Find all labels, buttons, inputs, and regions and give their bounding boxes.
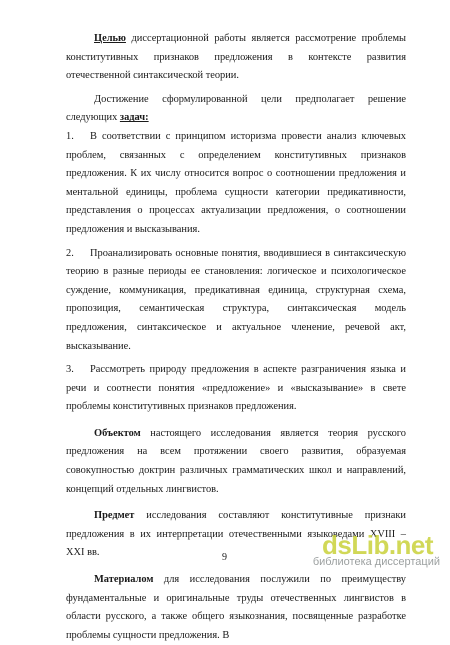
term-tasks: задач: [119, 112, 149, 124]
dslib-watermark [312, 530, 440, 572]
object-text: настоящего исследования является теория русского предложения на всем протяжении своего развития, образуемая совокупностью доктрин различных грамматических школ и направлений, концепций отдельных лингвистов. [66, 427, 406, 495]
term-goal: Целью [94, 33, 126, 44]
goal-text: диссертационной работы является рассмотрение проблемы конститутивных признаков предложения в контексте развития отечественной синтаксической теории. [66, 33, 406, 82]
watermark-subtitle: библиотека диссертаций [312, 556, 440, 568]
paragraph-object [66, 425, 406, 499]
term-object: Объектом [94, 427, 141, 439]
task-number-2: 2. [66, 247, 74, 259]
task-item-3 [66, 361, 406, 417]
paragraph-goal [66, 30, 406, 86]
task-item-1 [66, 128, 406, 240]
task-text-3: Рассмотреть природу предложения в аспекте разграничения языка и речи и соотнести понятия «предложение» и «высказывание» в свете проблемы конститутивных признаков предложения. [66, 364, 406, 413]
watermark-logo: dsLib.net [322, 530, 434, 560]
term-subject: Предмет [94, 510, 135, 522]
paragraph-tasks-intro [66, 91, 406, 128]
task-item-2 [66, 245, 406, 357]
tasks-intro-text: Достижение сформулированной цели предполагает решение следующих [66, 93, 406, 124]
task-number-1: 1. [66, 130, 74, 142]
subject-text: исследования составляют конститутивные признаки предложения в их интерпретации отечественными языковедами XVIII – XXI вв. [66, 510, 406, 559]
task-number-3: 3. [66, 364, 74, 376]
task-text-2: Проанализировать основные понятия, вводившиеся в синтаксическую теорию в разные периоды ее становления: логическое и психологическое суждение, коммуникация, предикативная единица, структурная схема, пропозиция, семантическая структура, синтаксическая модель предложения, синтаксическое и актуальное членение, речевой акт, высказывание. [66, 247, 406, 352]
task-text-1: В соответствии с принципом историзма провести анализ ключевых проблем, связанных с определением конститутивных признаков предложения. К их числу относится вопрос о соотношении предложения и ментальной единицы, проблема сущности категории предикативности, представления о процессах актуализации предложения, о соотношении предложения и высказывания. [66, 130, 406, 235]
material-text: для исследования послужили по преимуществу фундаментальные и оригинальные труды отечественных лингвистов в области русского, а также общего языкознания, посвященные разработке проблемы сущности предложения. В [66, 574, 406, 641]
term-material: Материалом [94, 574, 154, 586]
paragraph-material [66, 571, 406, 645]
page-number: 9 [222, 552, 227, 563]
